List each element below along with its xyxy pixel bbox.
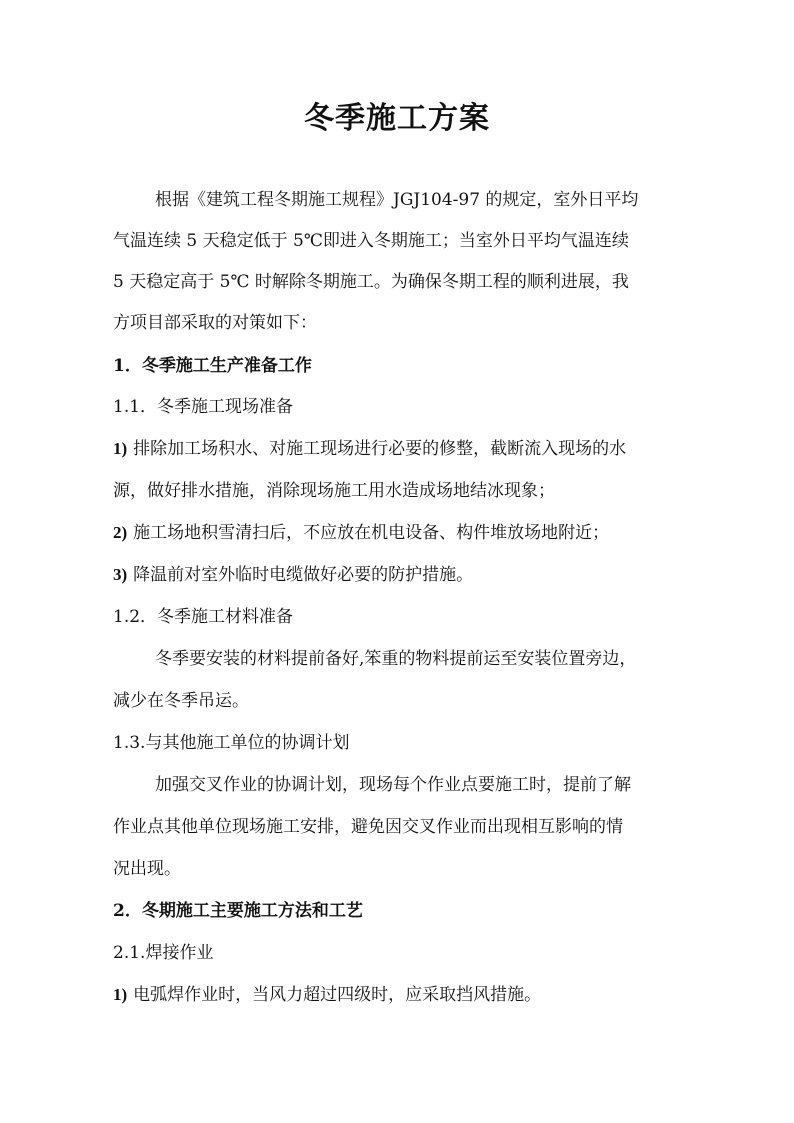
section-heading: 1．冬季施工生产准备工作 <box>113 356 312 376</box>
list-text: 电弧焊作业时，当风力超过四级时，应采取挡风措施。 <box>133 985 542 1005</box>
list-item <box>113 436 693 462</box>
paragraph-line: 况出现。 <box>113 859 181 879</box>
list-text: 排除加工场积水、对施工现场进行必要的修整，截断流入现场的水 <box>133 439 627 459</box>
intro-line: 方项目部采取的对策如下： <box>113 313 317 333</box>
list-number: 2) <box>113 523 128 542</box>
page-title: 冬季施工方案 <box>304 101 490 136</box>
intro-line: 5 天稳定高于 5℃ 时解除冬期施工。为确保冬期工程的顺利进展，我 <box>113 272 629 292</box>
paragraph-line: 冬季要安装的材料提前备好,笨重的物料提前运至安装位置旁边， <box>155 649 637 669</box>
subsection-heading: 2.1.焊接作业 <box>113 943 214 963</box>
intro-line: 根据《建筑工程冬期施工规程》JGJ104-97 的规定，室外日平均 <box>155 190 639 210</box>
paragraph-line: 加强交叉作业的协调计划，现场每个作业点要施工时，提前了解 <box>155 775 631 795</box>
list-text: 降温前对室外临时电缆做好必要的防护措施。 <box>133 565 474 585</box>
intro-line: 气温连续 5 天稳定低于 5℃即进入冬期施工；当室外日平均气温连续 <box>113 231 629 251</box>
list-item-continuation: 源，做好排水措施，消除现场施工用水造成场地结冰现象； <box>113 481 555 501</box>
list-text: 施工场地积雪清扫后，不应放在机电设备、构件堆放场地附近； <box>133 523 610 543</box>
section-heading: 2．冬期施工主要施工方法和工艺 <box>113 901 363 921</box>
list-number: 1) <box>113 985 128 1004</box>
list-number: 3) <box>113 565 128 584</box>
subsection-heading: 1.1．冬季施工现场准备 <box>113 397 294 417</box>
list-item <box>113 982 693 1008</box>
paragraph-line: 作业点其他单位现场施工安排，避免因交叉作业而出现相互影响的情 <box>113 817 623 837</box>
list-item <box>113 520 693 546</box>
paragraph-line: 减少在冬季吊运。 <box>113 691 249 711</box>
subsection-heading: 1.3.与其他施工单位的协调计划 <box>113 733 350 753</box>
subsection-heading: 1.2．冬季施工材料准备 <box>113 607 294 627</box>
list-number: 1) <box>113 439 128 458</box>
list-item <box>113 562 693 588</box>
